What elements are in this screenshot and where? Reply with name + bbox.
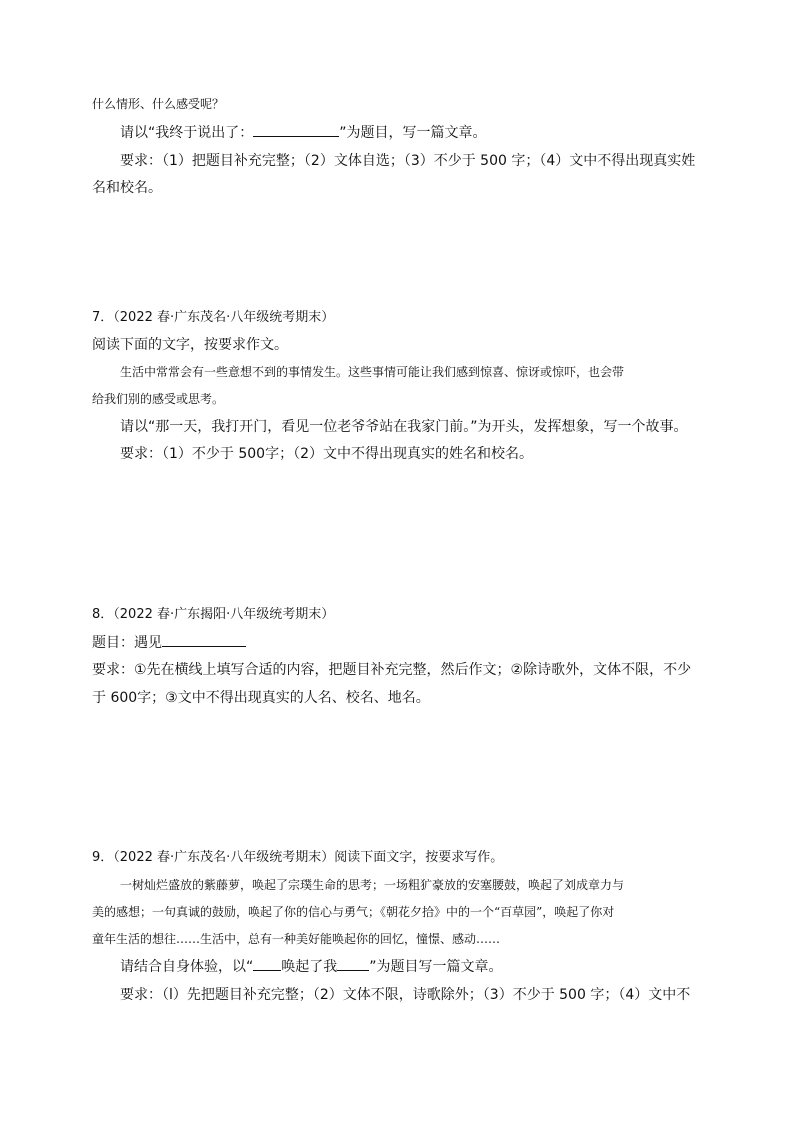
q6-instruction-prefix: 请以“我终于说出了： xyxy=(120,125,254,141)
q9-instruction-middle: 唤起了我 xyxy=(281,959,338,975)
q6-requirement-line2: 名和校名。 xyxy=(92,180,162,196)
q9-instruction-prefix: 请结合自身体验，以“ xyxy=(120,959,254,975)
q9-instruction xyxy=(120,958,503,976)
q9-blank-1 xyxy=(253,958,281,971)
q8-requirement-line1: 要求：①先在横线上填写合适的内容，把题目补充完整，然后作文；②除诗歌外，文体不限，不少 xyxy=(92,662,692,678)
q6-instruction xyxy=(120,124,487,142)
q8-title-prefix: 题目：遇见 xyxy=(92,635,162,651)
q8-title xyxy=(92,634,246,652)
q9-instruction-suffix: ”为题目写一篇文章。 xyxy=(369,959,503,975)
q8-header: 8．（2022 春·广东揭阳·八年级统考期末） xyxy=(92,607,335,622)
q8-requirement-line2: 于 600字；③文中不得出现真实的人名、校名、地名。 xyxy=(92,690,430,706)
q7-header: 7．（2022 春·广东茂名·八年级统考期末） xyxy=(92,310,335,325)
q7-material-line2: 给我们别的感受或思考。 xyxy=(92,392,225,406)
q6-instruction-suffix: ”为题目，写一篇文章。 xyxy=(339,125,487,141)
q9-material-line1: 一树灿烂盛放的紫藤萝，唤起了宗璞生命的思考；一场粗犷豪放的安塞腰鼓，唤起了刘成章力与 xyxy=(120,878,625,892)
q9-material-line2: 美的感想；一句真诚的鼓励，唤起了你的信心与勇气；《朝花夕拾》中的一个“百草园”，唤起了你对 xyxy=(92,905,615,919)
q6-requirement-line1: 要求：（1）把题目补充完整；（2）文体自选；（3）不少于 500 字；（4）文中不得出现真实姓 xyxy=(120,153,696,169)
q7-instruction: 请以“那一天，我打开门，看见一位老爷爷站在我家门前。”为开头，发挥想象，写一个故事。 xyxy=(120,419,688,435)
q8-title-blank xyxy=(162,634,246,647)
q9-material-line3: 童年生活的想往……生活中，总有一种美好能唤起你的回忆，憧憬、感动…… xyxy=(92,932,501,946)
q7-requirement: 要求：（1）不少于 500字；（2）文中不得出现真实的姓名和校名。 xyxy=(120,446,533,462)
q9-requirement: 要求：（l）先把题目补充完整；（2）文体不限，诗歌除外；（3）不少于 500 字；（4）文中不 xyxy=(120,987,691,1003)
q9-blank-2 xyxy=(337,958,369,971)
q9-header: 9．（2022 春·广东茂名·八年级统考期末）阅读下面文字，按要求写作。 xyxy=(92,850,504,865)
q6-material-tail: 什么情形、什么感受呢？ xyxy=(92,97,225,111)
q7-material-line1: 生活中常常会有一些意想不到的事情发生。这些事情可能让我们感到惊喜、惊讶或惊吓，也会带 xyxy=(120,365,625,379)
q7-intro: 阅读下面的文字，按要求作文。 xyxy=(92,337,288,353)
q6-title-blank xyxy=(253,124,339,137)
